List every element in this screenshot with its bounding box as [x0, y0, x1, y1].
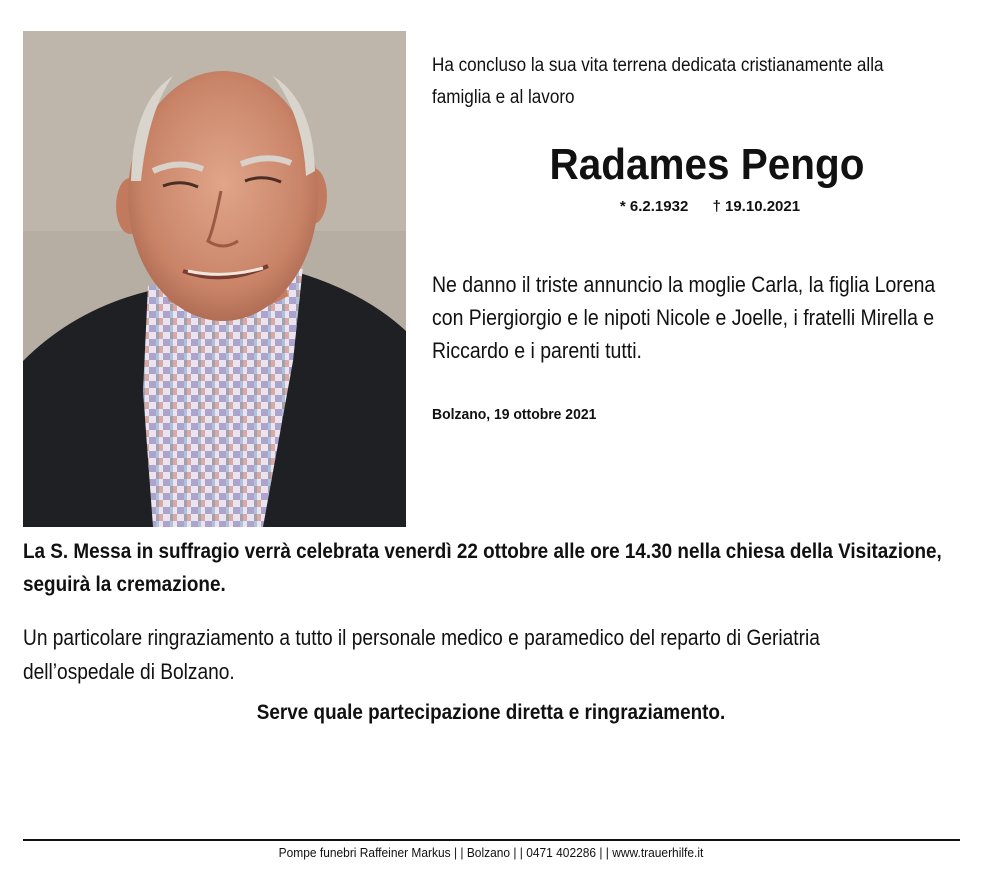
- announcement-text: Ne danno il triste annuncio la moglie Carla, la figlia Lorena con Piergiorgio e le nipoti Nicole e Joelle, i fratelli Mirella e Riccardo e i parenti tutti.: [432, 272, 936, 363]
- death-date: † 19.10.2021: [712, 198, 801, 215]
- life-dates: [560, 198, 860, 215]
- thanks-text: Un particolare ringraziamento a tutto il personale medico e paramedico del reparto di Geriatria dell’ospedale di Bolzano.: [23, 625, 820, 684]
- footer-divider: [23, 839, 960, 841]
- closing-line: Serve quale partecipazione diretta e ringraziamento.: [256, 701, 726, 724]
- footer-info: Pompe funebri Raffeiner Markus | | Bolzano | | 0471 402286 | | www.trauerhilfe.it: [278, 845, 704, 860]
- place-and-date: Bolzano, 19 ottobre 2021: [432, 406, 597, 423]
- portrait-photo: [23, 31, 406, 527]
- birth-date: * 6.2.1932: [619, 198, 689, 215]
- deceased-name: Radames Pengo: [549, 140, 865, 189]
- intro-text: Ha concluso la sua vita terrena dedicata cristianamente alla famiglia e al lavoro: [432, 55, 884, 108]
- mass-notice: La S. Messa in suffragio verrà celebrata venerdì 22 ottobre alle ore 14.30 nella chiesa della Visitazione, seguirà la cremazione.: [23, 540, 942, 596]
